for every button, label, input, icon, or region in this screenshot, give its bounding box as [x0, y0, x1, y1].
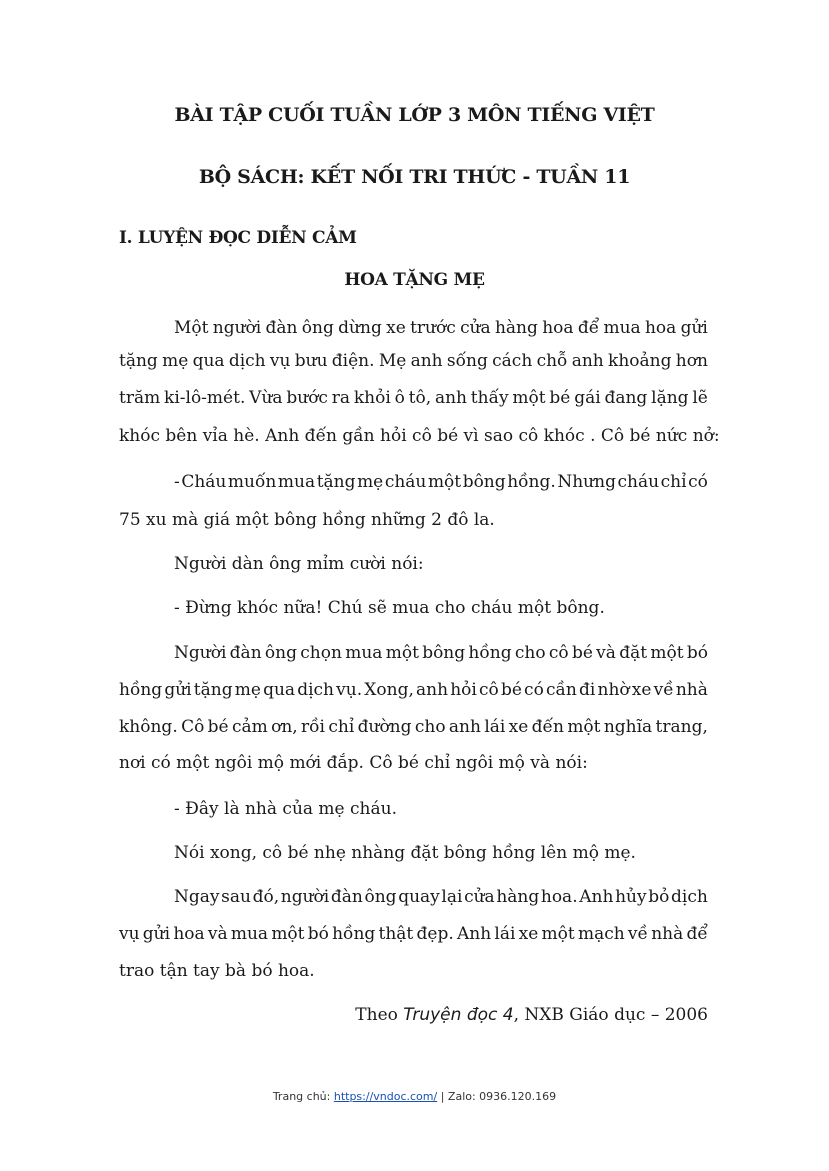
story-line: khóc bên vỉa hè. Anh đến gần hỏi cô bé vì sao cô khóc . Cô bé nức nở: [119, 426, 720, 446]
source-book-title: Truyện đọc 4 [403, 1005, 514, 1025]
source-citation [355, 1003, 708, 1027]
page-footer [0, 1090, 829, 1103]
story-line: Ngay sau đó, người đàn ông quay lại cửa hàng hoa. Anh hủy bỏ dịch [174, 887, 708, 907]
source-prefix: Theo [355, 1005, 404, 1025]
document-subtitle: BỘ SÁCH: KẾT NỐI TRI THỨC - TUẦN 11 [198, 166, 631, 188]
story-line: hồng gửi tặng mẹ qua dịch vụ. Xong, anh hỏi cô bé có cần đi nhờ xe về nhà [119, 680, 708, 700]
story-line: - Cháu muốn mua tặng mẹ cháu một bông hồng. Nhưng cháu chỉ có [174, 472, 708, 492]
story-line: trao tận tay bà bó hoa. [119, 961, 315, 981]
story-line: vụ gửi hoa và mua một bó hồng thật đẹp. Anh lái xe một mạch về nhà để [119, 924, 708, 944]
homepage-link[interactable]: https://vndoc.com/ [333, 1090, 438, 1103]
story-line: nơi có một ngôi mộ mới đắp. Cô bé chỉ ngôi mộ và nói: [119, 753, 588, 773]
story-line: 75 xu mà giá một bông hồng những 2 đô la. [119, 510, 495, 530]
story-line: - Đừng khóc nữa! Chú sẽ mua cho cháu một bông. [174, 598, 605, 618]
section-heading: I. LUYỆN ĐỌC DIỄN CẢM [119, 228, 357, 248]
footer-contact: | Zalo: 0936.120.169 [437, 1090, 557, 1103]
story-line: - Đây là nhà của mẹ cháu. [174, 799, 397, 819]
story-line: tặng mẹ qua dịch vụ bưu điện. Mẹ anh sống cách chỗ anh khoảng hơn [119, 351, 708, 371]
source-suffix: , NXB Giáo dục – 2006 [513, 1005, 708, 1025]
story-line: không. Cô bé cảm ơn, rồi chỉ đường cho anh lái xe đến một nghĩa trang, [119, 717, 708, 737]
story-line: trăm ki-lô-mét. Vừa bước ra khỏi ô tô, anh thấy một bé gái đang lặng lẽ [119, 388, 708, 408]
story-line: Người dàn ông mỉm cười nói: [174, 554, 424, 574]
story-line: Nói xong, cô bé nhẹ nhàng đặt bông hồng lên mộ mẹ. [174, 843, 636, 863]
story-title: HOA TẶNG MẸ [344, 270, 485, 290]
story-line: Người đàn ông chọn mua một bông hồng cho cô bé và đặt một bó [174, 643, 708, 663]
footer-prefix: Trang chủ: [272, 1090, 334, 1103]
story-line: Một người đàn ông dừng xe trước cửa hàng hoa để mua hoa gửi [174, 318, 708, 338]
document-title: BÀI TẬP CUỐI TUẦN LỚP 3 MÔN TIẾNG VIỆT [174, 104, 655, 126]
